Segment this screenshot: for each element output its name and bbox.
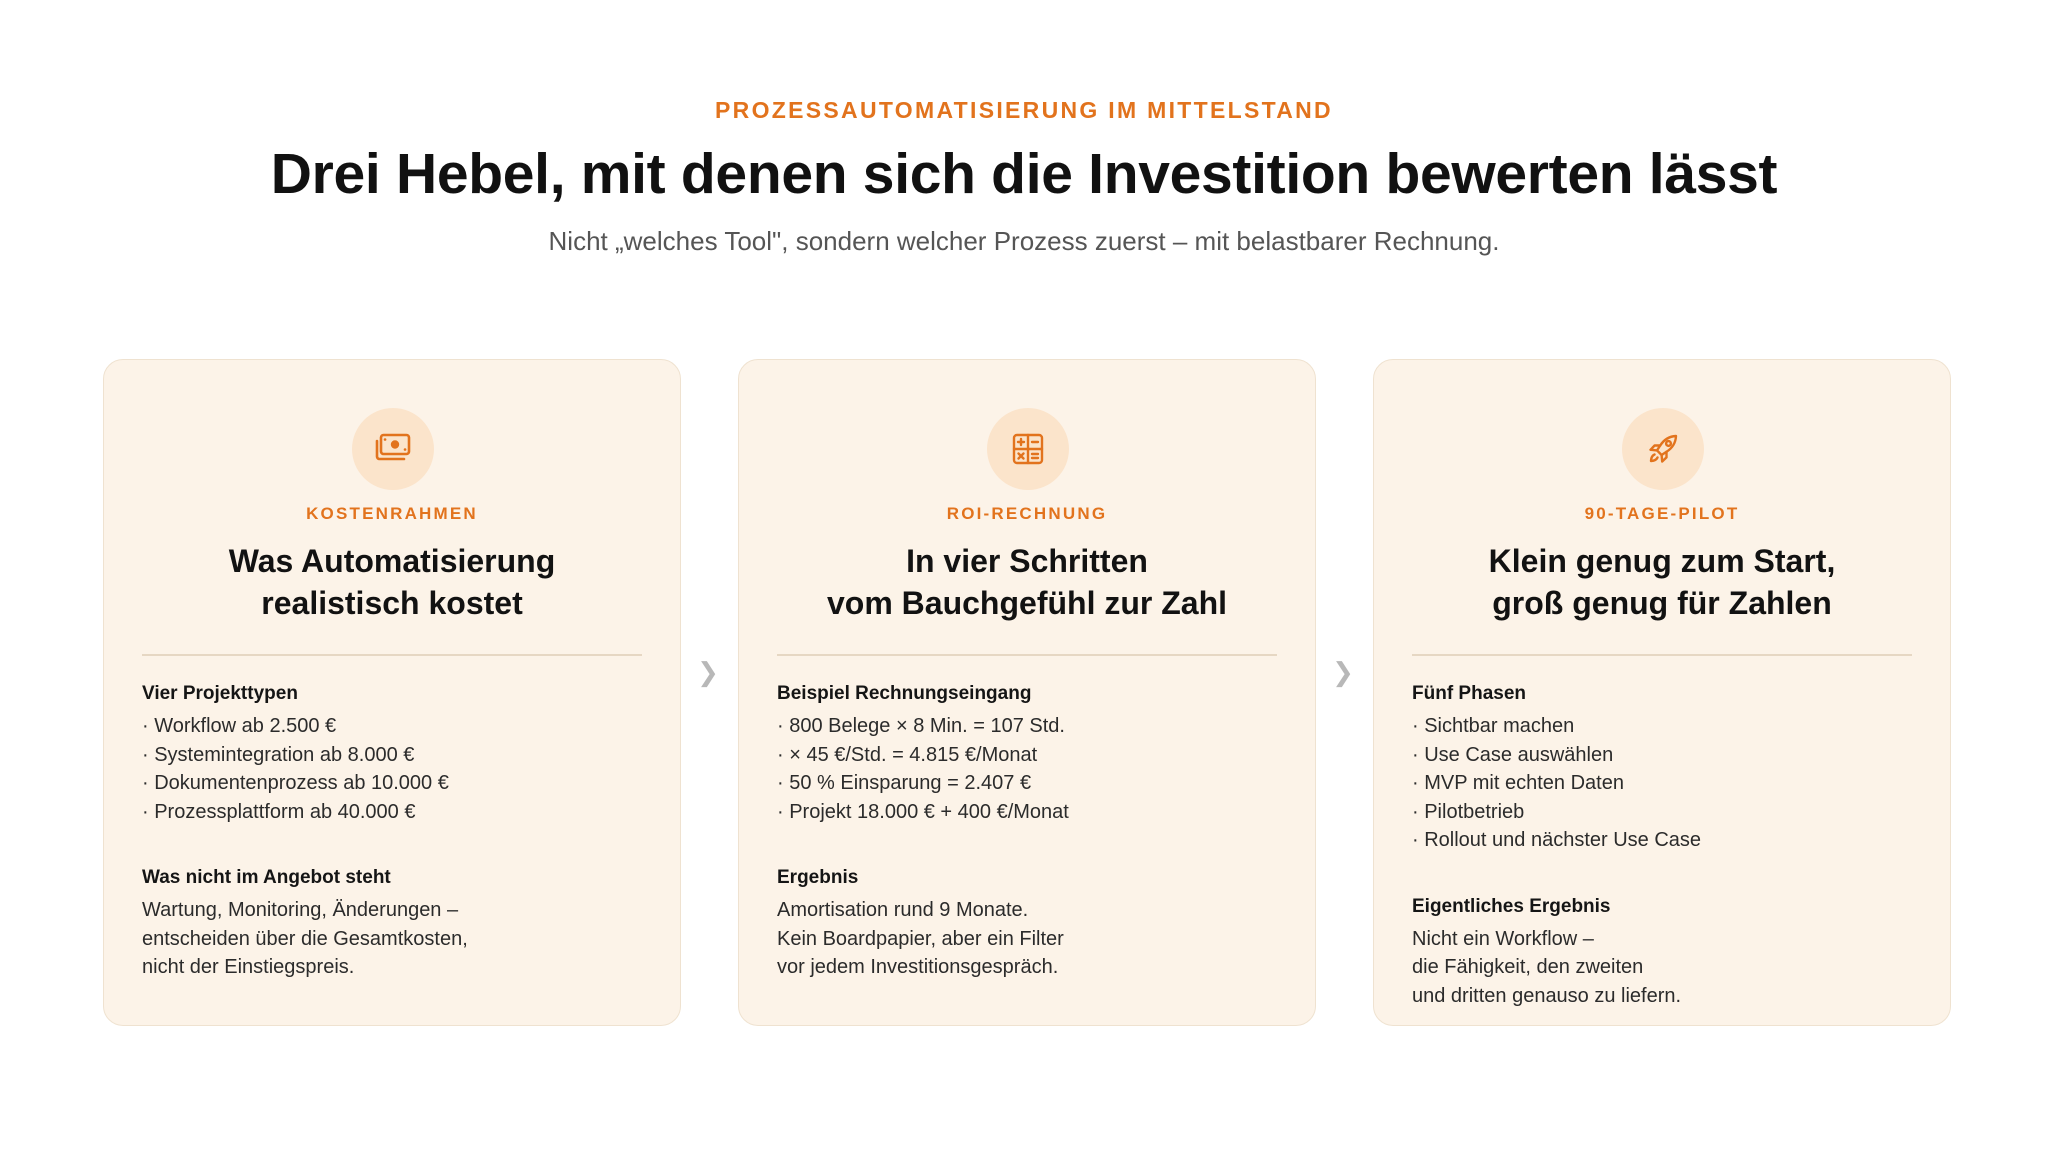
card-title-line: Klein genug zum Start, <box>1488 543 1836 579</box>
chevron-right-icon: ❯ <box>697 657 719 687</box>
paragraph-line: vor jedem Investitionsgespräch. <box>777 956 1059 978</box>
section-paragraph <box>777 896 1277 982</box>
section-heading: Beispiel Rechnungseingang <box>777 683 1032 704</box>
card-body <box>1412 680 1912 1010</box>
divider <box>777 654 1277 656</box>
card-body <box>777 680 1277 982</box>
money-icon <box>352 408 434 490</box>
section-heading: Eigentliches Ergebnis <box>1412 895 1611 917</box>
card-90-tage-pilot <box>1373 359 1951 1026</box>
paragraph-line: Nicht ein Workflow – <box>1412 927 1594 950</box>
card-title-line: vom Bauchgefühl zur Zahl <box>826 585 1228 621</box>
paragraph-line: entscheiden über die Gesamtkosten, <box>142 927 468 950</box>
list-item: · Projekt 18.000 € + 400 €/Monat <box>777 800 1069 823</box>
section-heading: Was nicht im Angebot steht <box>142 867 391 888</box>
section-paragraph <box>1412 925 1912 1011</box>
list-item: · Use Case auswählen <box>1412 743 1614 766</box>
calculator-icon <box>987 408 1069 490</box>
paragraph-line: die Fähigkeit, den zweiten <box>1412 956 1644 978</box>
list-item: · Pilotbetrieb <box>1412 800 1525 823</box>
project-types-list <box>142 712 642 826</box>
list-item: · × 45 €/Std. = 4.815 €/Monat <box>777 743 1038 766</box>
card-kostenrahmen <box>103 359 681 1026</box>
card-title-line: Was Automatisierung <box>228 543 556 579</box>
card-title-line: realistisch kostet <box>261 585 523 621</box>
list-item: · Systemintegration ab 8.000 € <box>142 743 415 766</box>
list-item: · 800 Belege × 8 Min. = 107 Std. <box>777 715 1065 737</box>
list-item: · 50 % Einsparung = 2.407 € <box>777 772 1032 794</box>
list-item: · Workflow ab 2.500 € <box>142 715 337 737</box>
card-title-line: In vier Schritten <box>906 543 1148 579</box>
list-item: · Sichtbar machen <box>1412 715 1575 737</box>
card-title <box>739 540 1315 624</box>
card-title <box>1374 540 1950 624</box>
card-label: KOSTENRAHMEN <box>306 504 478 523</box>
card-title-line: groß genug für Zahlen <box>1492 585 1832 621</box>
divider <box>142 654 642 656</box>
card-body <box>142 680 642 982</box>
list-item: · Dokumentenprozess ab 10.000 € <box>142 772 449 794</box>
card-label: 90-TAGE-PILOT <box>1584 504 1740 523</box>
calculation-list <box>777 712 1277 826</box>
list-item: · Rollout und nächster Use Case <box>1412 829 1702 851</box>
section-heading: Ergebnis <box>777 867 859 888</box>
eyebrow: PROZESSAUTOMATISIERUNG IM MITTELSTAND <box>715 97 1333 123</box>
section-heading: Vier Projekttypen <box>142 683 298 704</box>
divider <box>1412 654 1912 656</box>
card-title <box>104 540 680 624</box>
list-item: · Prozessplattform ab 40.000 € <box>142 800 416 823</box>
paragraph-line: Wartung, Monitoring, Änderungen – <box>142 899 459 921</box>
section-heading: Fünf Phasen <box>1412 683 1527 704</box>
page-subtitle: Nicht „welches Tool", sondern welcher Prozess zuerst – mit belastbarer Rechnung. <box>548 226 1500 256</box>
section-paragraph <box>142 896 642 982</box>
page-title: Drei Hebel, mit denen sich die Investition bewerten lässt <box>270 142 1778 206</box>
paragraph-line: Kein Boardpapier, aber ein Filter <box>777 927 1064 950</box>
card-roi-rechnung <box>738 359 1316 1026</box>
paragraph-line: nicht der Einstiegspreis. <box>142 956 355 978</box>
card-label: ROI-RECHNUNG <box>946 504 1108 523</box>
rocket-icon <box>1622 408 1704 490</box>
chevron-right-icon: ❯ <box>1332 657 1354 687</box>
phases-list <box>1412 712 1912 855</box>
paragraph-line: und dritten genauso zu liefern. <box>1412 984 1682 1007</box>
list-item: · MVP mit echten Daten <box>1412 772 1624 794</box>
paragraph-line: Amortisation rund 9 Monate. <box>777 899 1029 921</box>
